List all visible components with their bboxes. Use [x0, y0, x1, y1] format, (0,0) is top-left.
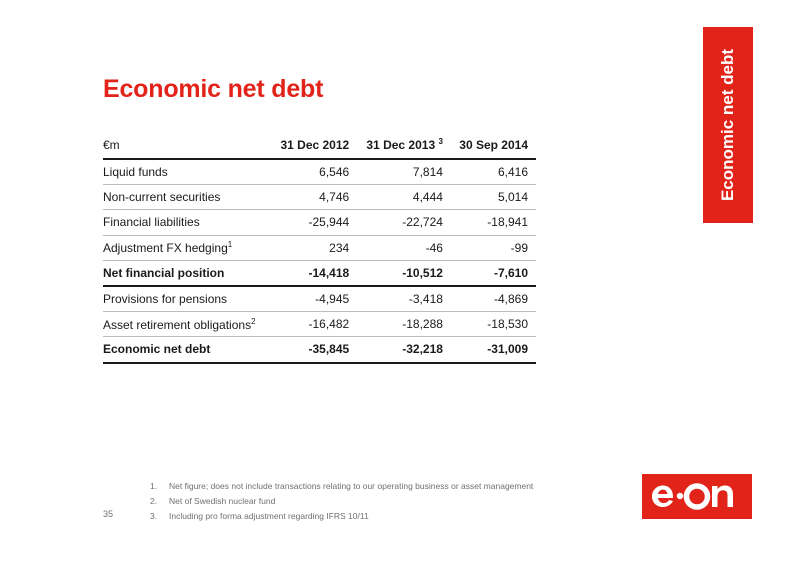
- table-cell: -32,218: [357, 337, 451, 363]
- row-label: Non-current securities: [103, 185, 272, 210]
- side-section-label: Economic net debt: [718, 48, 737, 202]
- table-row: [103, 210, 536, 235]
- page-number: 35: [103, 509, 114, 519]
- table-cell: -25,944: [272, 210, 357, 235]
- table-cell: -46: [357, 235, 451, 260]
- row-label: Net financial position: [103, 260, 272, 286]
- table-cell: -18,530: [451, 312, 536, 337]
- footnote-number: 2.: [150, 496, 158, 506]
- side-section-tab: [703, 27, 753, 223]
- table-row: [103, 312, 536, 337]
- footnote-ref: 3: [438, 137, 443, 146]
- row-label: Provisions for pensions: [103, 286, 272, 312]
- table-header-row: [103, 131, 536, 159]
- row-label: Financial liabilities: [103, 210, 272, 235]
- column-header: 30 Sep 2014: [451, 131, 536, 159]
- eon-logo-mark: [642, 474, 752, 519]
- table-cell: -4,869: [451, 286, 536, 312]
- table-cell: -14,418: [272, 260, 357, 286]
- table-cell: 6,546: [272, 159, 357, 185]
- footnote-text: Including pro forma adjustment regarding IFRS 10/11: [169, 511, 369, 521]
- table-cell: 4,746: [272, 185, 357, 210]
- table-row: [103, 235, 536, 260]
- footnotes: [150, 479, 533, 524]
- table-cell: 7,814: [357, 159, 451, 185]
- footnote-text: Net of Swedish nuclear fund: [169, 496, 276, 506]
- table-cell: -31,009: [451, 337, 536, 363]
- table-cell: 6,416: [451, 159, 536, 185]
- table-cell: -10,512: [357, 260, 451, 286]
- eon-logo: [642, 474, 752, 519]
- column-header: 31 Dec 2012: [272, 131, 357, 159]
- footnote-ref: 2: [251, 316, 256, 326]
- row-label: Liquid funds: [103, 159, 272, 185]
- footnote: [150, 479, 533, 494]
- row-label: Asset retirement obligations$^2$: [103, 312, 272, 337]
- footnote-number: 3.: [150, 511, 158, 521]
- unit-header: €m: [103, 131, 272, 159]
- row-label: Economic net debt: [103, 337, 272, 363]
- table-cell: -99: [451, 235, 536, 260]
- net-debt-table: [103, 131, 536, 364]
- table-cell: -16,482: [272, 312, 357, 337]
- table-cell: -18,288: [357, 312, 451, 337]
- table-cell: -35,845: [272, 337, 357, 363]
- footnote: [150, 494, 533, 509]
- table-row: [103, 337, 536, 363]
- table-row: [103, 159, 536, 185]
- table-cell: -18,941: [451, 210, 536, 235]
- table-cell: 4,444: [357, 185, 451, 210]
- footnote-text: Net figure; does not include transactions relating to our operating business or asset management: [169, 481, 534, 491]
- table-cell: 234: [272, 235, 357, 260]
- table-row: [103, 185, 536, 210]
- table-row: [103, 286, 536, 312]
- table-cell: -22,724: [357, 210, 451, 235]
- table-cell: 5,014: [451, 185, 536, 210]
- table-cell: -3,418: [357, 286, 451, 312]
- table-cell: -4,945: [272, 286, 357, 312]
- table-cell: -7,610: [451, 260, 536, 286]
- row-label: Adjustment FX hedging$^1$: [103, 235, 272, 260]
- footnote-ref: 1: [227, 240, 233, 250]
- footnote-number: 1.: [150, 481, 158, 491]
- page-title: Economic net debt: [103, 75, 324, 103]
- footnote: [150, 509, 533, 524]
- table-row: [103, 260, 536, 286]
- column-header: 31 Dec 2013 $^3$: [357, 131, 451, 159]
